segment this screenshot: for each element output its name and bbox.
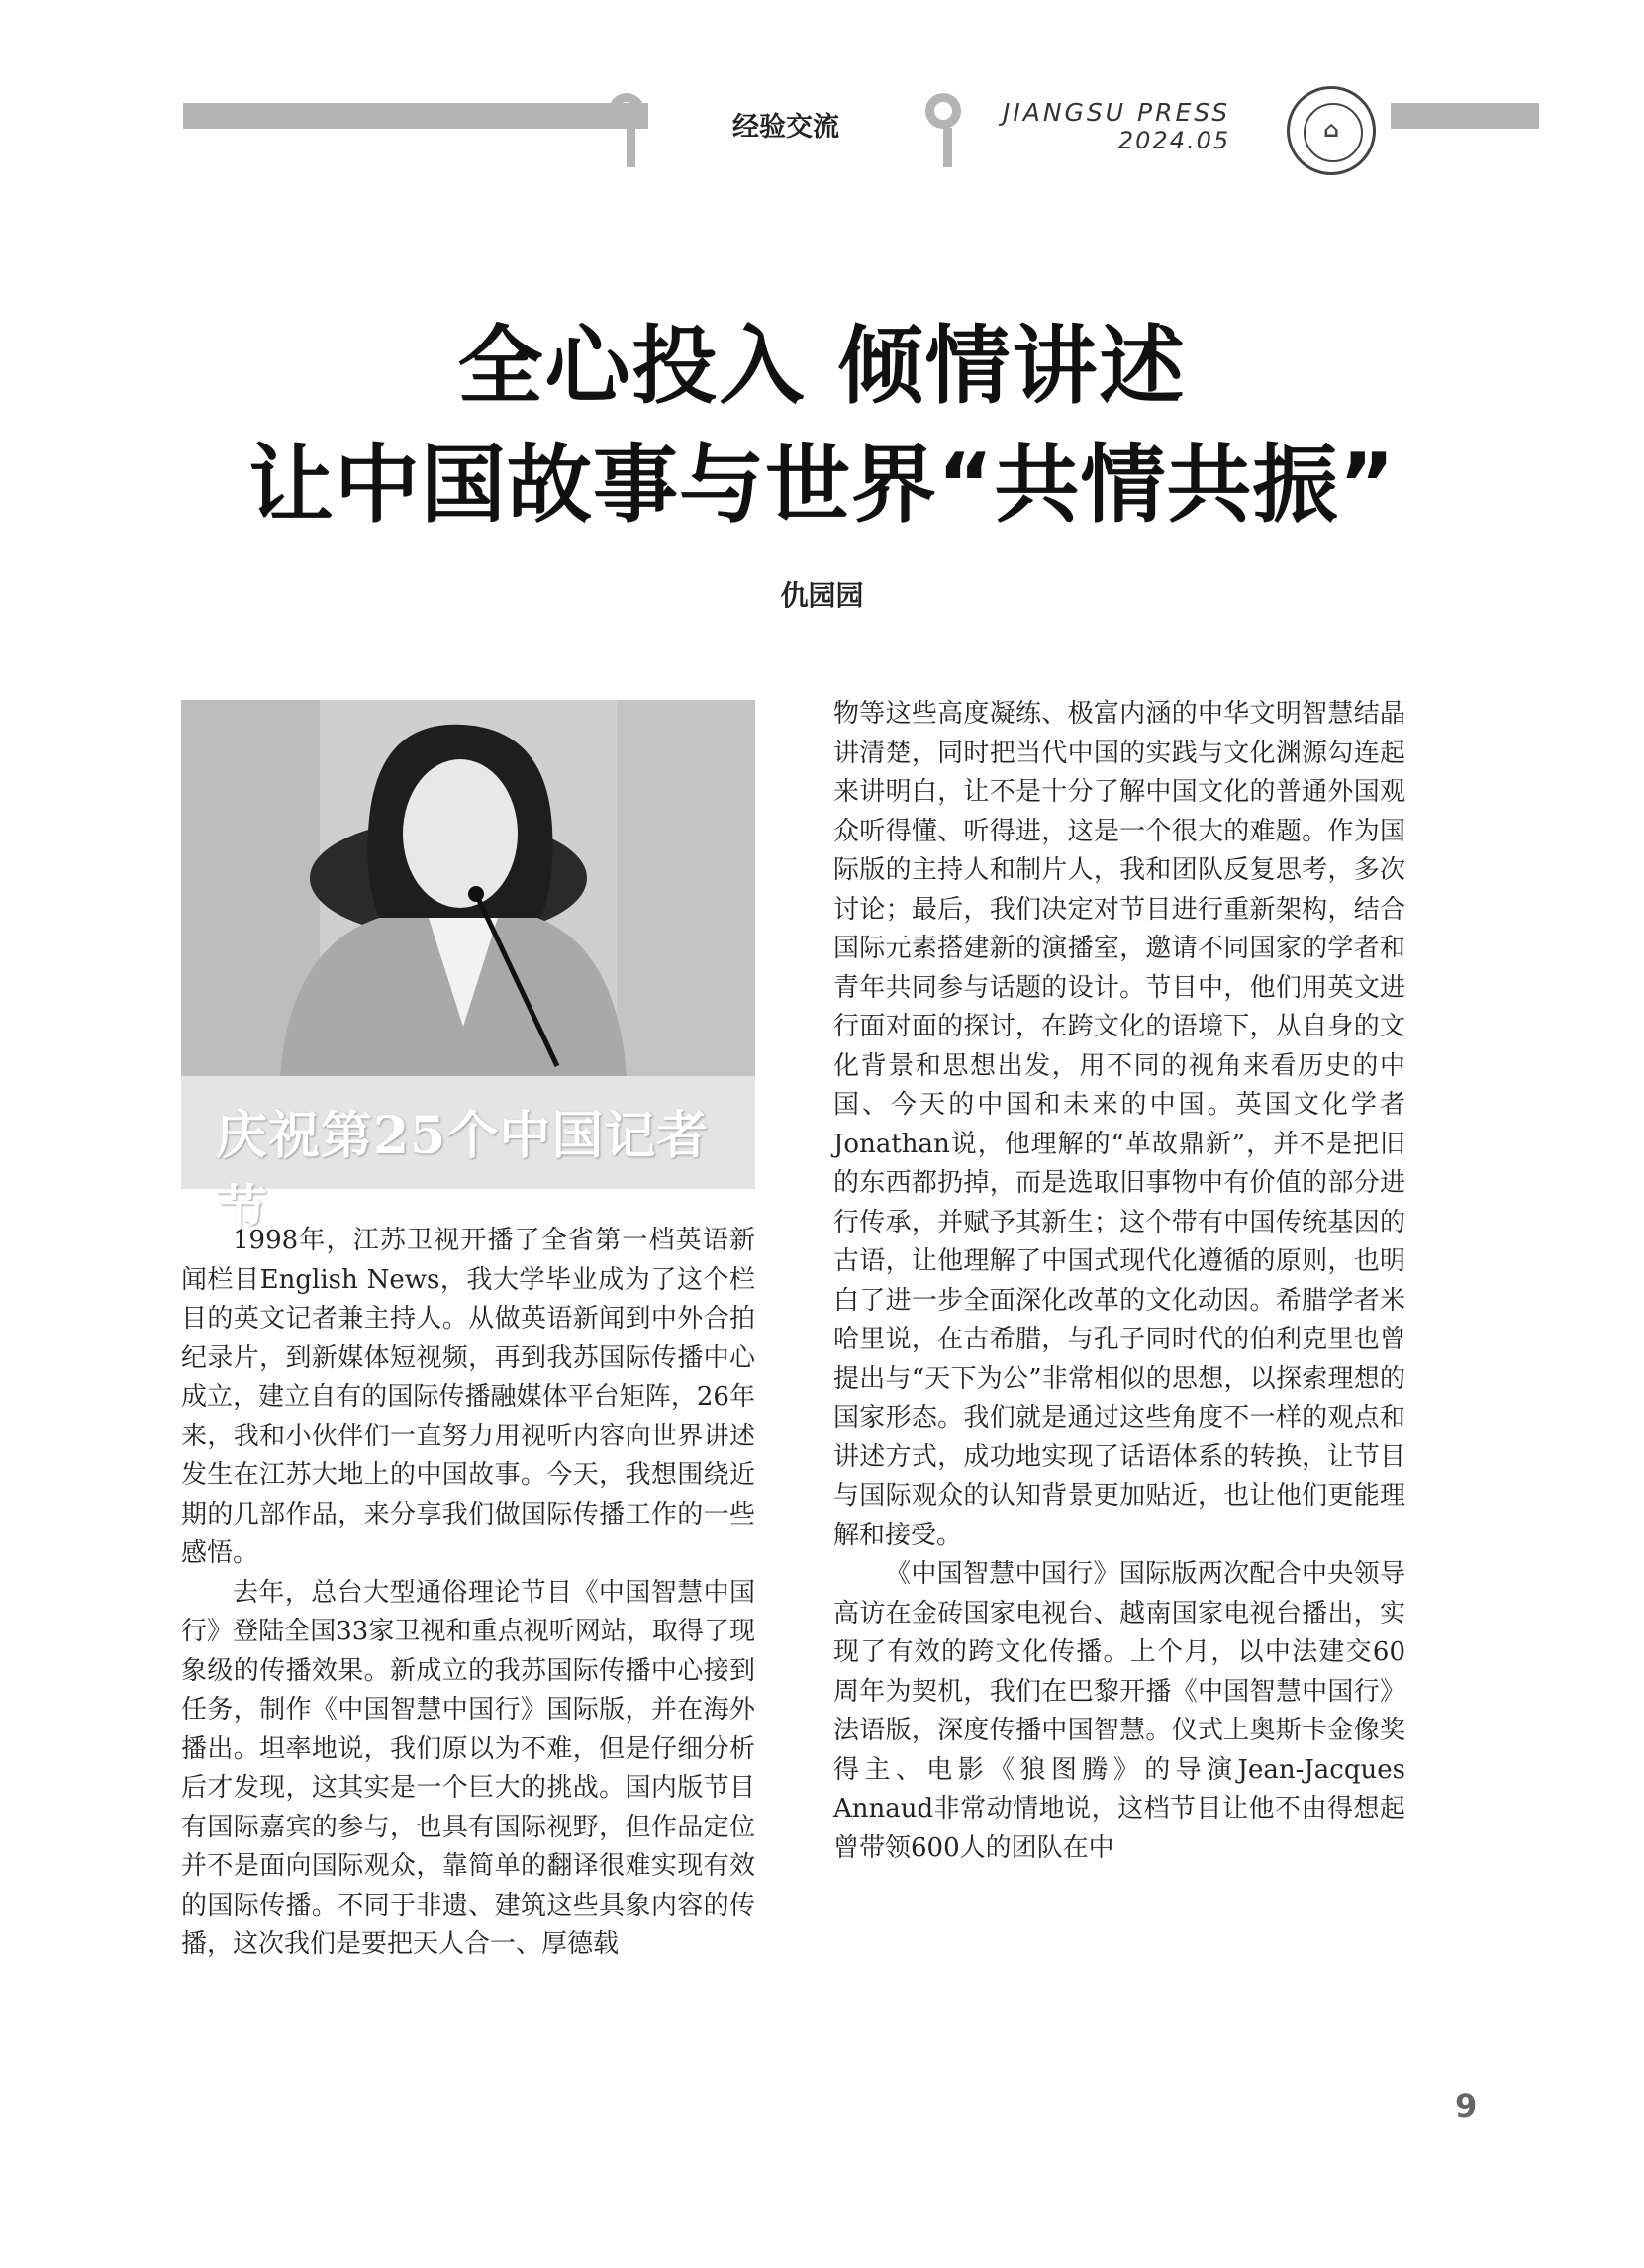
paragraph: 1998年，江苏卫视开播了全省第一档英语新闻栏目English News，我大学毕业成为了这个栏目的英文记者兼主持人。从做英语新闻到中外合拍纪录片，到新媒体短视频，再到我苏国际传播中心成立，建立自有的国际传播融媒体平台矩阵，26年来，我和小伙伴们一直努力用视听内容向世界讲述发生在江苏大地上的中国故事。今天，我想围绕近期的几部作品，来分享我们做国际传播工作的一些感悟。: [181, 1226, 755, 1568]
article-title-line1: 全心投入 倾情讲述: [457, 317, 1187, 416]
masthead: [1003, 99, 1230, 154]
section-label: 经验交流: [732, 112, 839, 143]
header-bar-right: [1391, 103, 1539, 129]
paragraph: 去年，总台大型通俗理论节目《中国智慧中国行》登陆全国33家卫视和重点视听网站，取得了现象级的传播效果。新成立的我苏国际传播中心接到任务，制作《中国智慧中国行》国际版，并在海外播出。坦率地说，我们原以为不难，但是仔细分析后才发现，这其实是一个巨大的挑战。国内版节目有国际嘉宾的参与，也具有国际视野，但作品定位并不是面向国际观众，靠简单的翻译很难实现有效的国际传播。不同于非遗、建筑这些具象内容的传播，这次我们是要把天人合一、厚德载: [181, 1577, 755, 1959]
body-column-right: [833, 695, 1405, 1868]
masthead-issue: 2024.05: [1117, 127, 1231, 154]
paragraph: 《中国智慧中国行》国际版两次配合中央领导高访在金砖国家电视台、越南国家电视台播出，实现了有效的跨文化传播。上个月，以中法建交60周年为契机，我们在巴黎开播《中国智慧中国行》法语版，深度传播中国智慧。仪式上奥斯卡金像奖得主、电影《狼图腾》的导演Jean-Jacques Annaud非常动情地说，这档节目让他不由得想起曾带领600人的团队在中: [833, 1559, 1405, 1863]
pin-icon: [925, 93, 961, 129]
paragraph: 物等这些高度凝练、极富内涵的中华文明智慧结晶讲清楚，同时把当代中国的实践与文化渊源勾连起来讲明白，让不是十分了解中国文化的普通外国观众听得懂、听得进，这是一个很大的难题。作为国际版的主持人和制片人，我和团队反复思考，多次讨论；最后，我们决定对节目进行重新架构，结合国际元素搭建新的演播室，邀请不同国家的学者和青年共同参与话题的设计。节目中，他们用英文进行面对面的探讨，在跨文化的语境下，从自身的文化背景和思想出发，用不同的视角来看历史的中国、今天的中国和未来的中国。英国文化学者Jonathan说，他理解的“革故鼎新”，并不是把旧的东西都扔掉，而是选取旧事物中有价值的部分进行传承，并赋予其新生；这个带有中国传统基因的古语，让他理解了中国式现代化遵循的原则，也明白了进一步全面深化改革的文化动因。希腊学者米哈里说，在古希腊，与孔子同时代的伯利克里也曾提出与“天下为公”非常相似的思想，以探索理想的国家形态。我们就是通过这些角度不一样的观点和讲述方式，成功地实现了话语体系的转换，让节目与国际观众的认知背景更加贴近，也让他们更能理解和接受。: [833, 699, 1405, 1550]
seal-logo-icon: ⌂: [1287, 86, 1376, 175]
masthead-title: JIANGSU PRESS: [1003, 98, 1231, 127]
article-author: 仇园园: [780, 579, 864, 612]
body-column-left: [181, 1222, 755, 1965]
photo-banner: [181, 1076, 755, 1240]
article-photo: [181, 700, 755, 1240]
article-title-line2: 让中国故事与世界“共情共振”: [247, 436, 1397, 535]
photo-banner-text: 庆祝第25个中国记者节: [216, 1106, 710, 1240]
page-number: 9: [1455, 2087, 1478, 2124]
header-bar-left: [183, 103, 648, 129]
pin-icon: [609, 93, 644, 129]
